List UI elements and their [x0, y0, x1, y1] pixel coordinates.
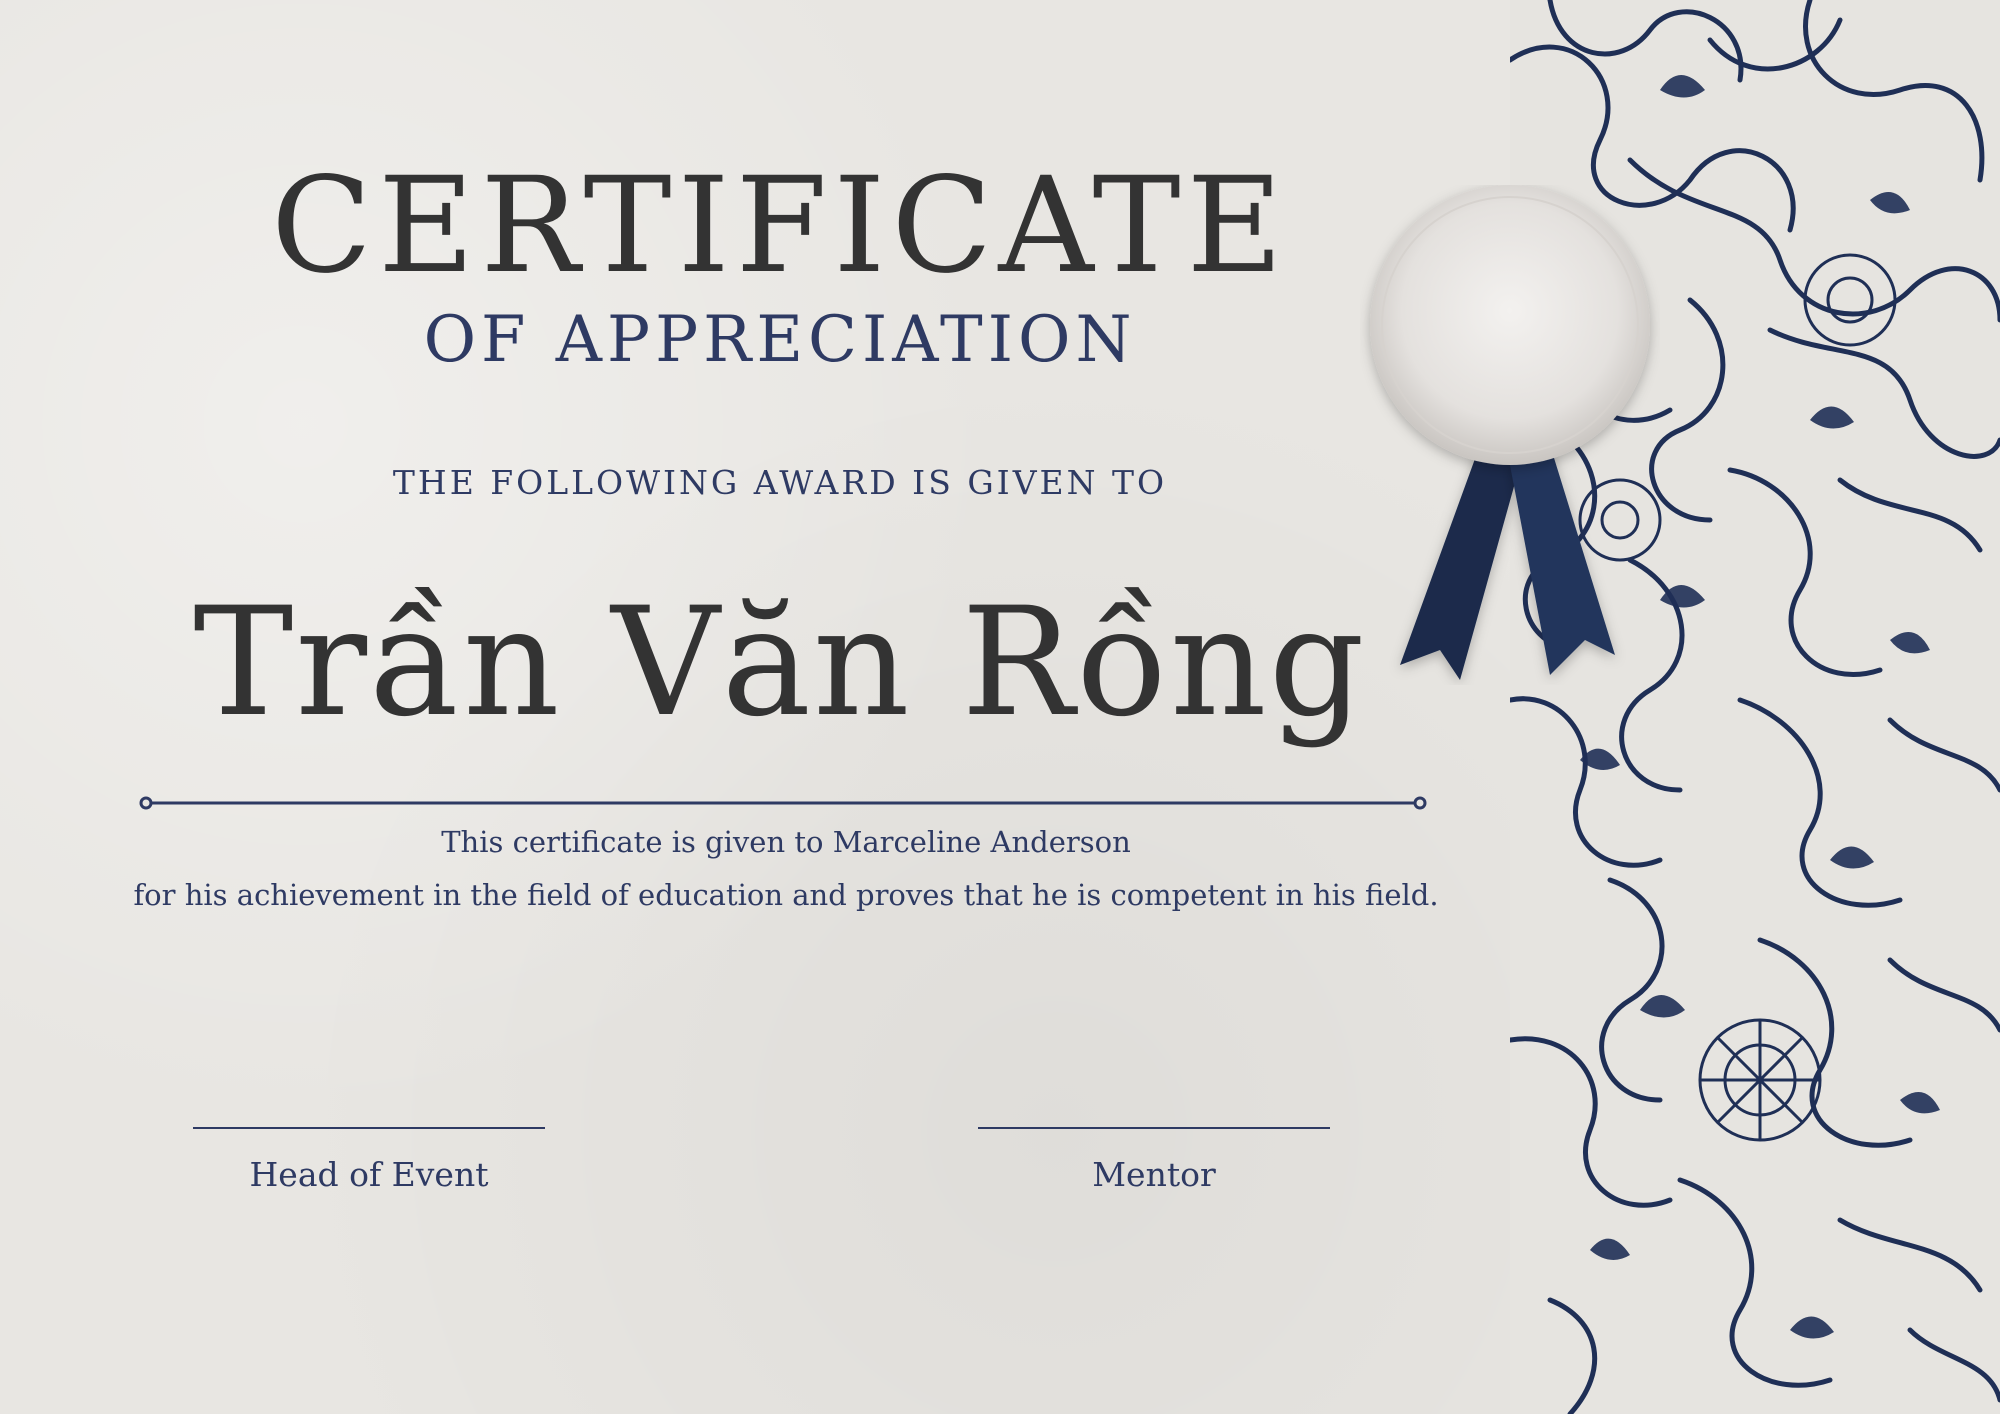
certificate-title: CERTIFICATE: [271, 149, 1289, 303]
award-line: THE FOLLOWING AWARD IS GIVEN TO: [392, 463, 1168, 502]
description-line-2: for his achievement in the field of education and proves that he is competent in his field.: [133, 878, 1439, 912]
signature-line-left: [193, 1127, 545, 1129]
signature-label-right: Mentor: [1092, 1155, 1216, 1194]
name-divider: [138, 795, 1428, 811]
signature-line-right: [978, 1127, 1330, 1129]
recipient-name: Trần Văn Rồng: [193, 576, 1367, 750]
signature-label-left: Head of Event: [249, 1155, 489, 1194]
description-line-1: This certificate is given to Marceline Anderson: [441, 825, 1131, 859]
certificate-subtitle: OF APPRECIATION: [423, 303, 1137, 377]
